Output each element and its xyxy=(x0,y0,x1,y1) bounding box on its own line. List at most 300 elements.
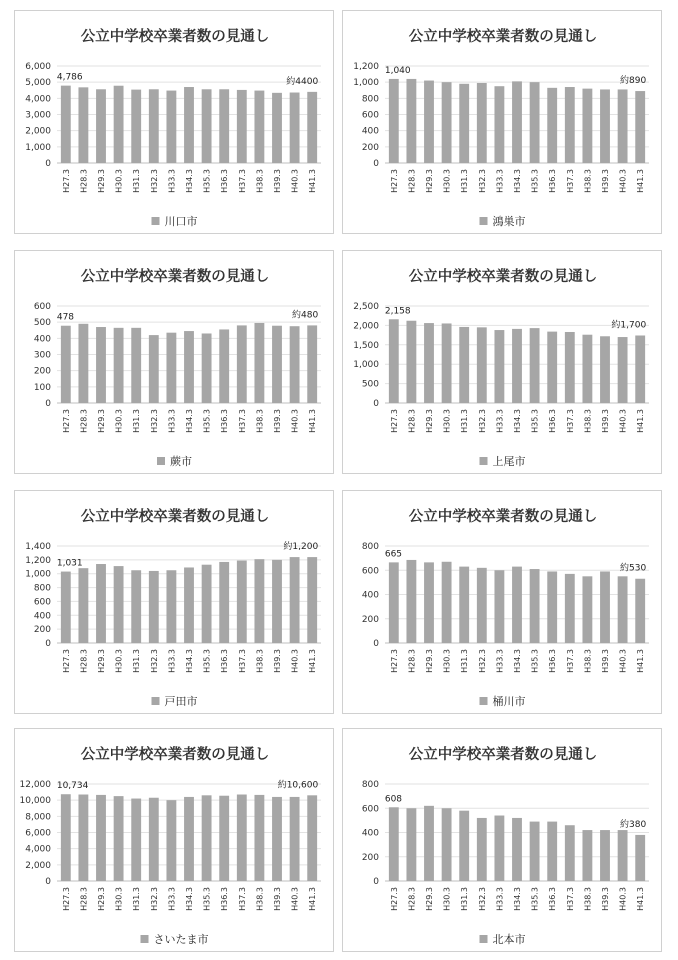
y-tick-label: 1,000 xyxy=(25,569,51,580)
chart-svg xyxy=(343,251,663,475)
bar xyxy=(131,328,141,403)
bar xyxy=(219,89,229,163)
bar xyxy=(78,87,88,163)
bar xyxy=(96,564,106,643)
bar xyxy=(96,795,106,881)
bar xyxy=(78,568,88,643)
chart-svg xyxy=(15,11,335,235)
y-tick-label: 500 xyxy=(33,318,51,329)
bar xyxy=(131,799,141,881)
y-tick-label: 0 xyxy=(45,639,51,649)
bar xyxy=(78,795,88,881)
bar xyxy=(618,576,628,643)
bar xyxy=(477,327,487,403)
data-label-first: 1,031 xyxy=(56,558,83,569)
y-tick-label: 2,000 xyxy=(25,860,51,871)
bar xyxy=(184,797,194,881)
bar xyxy=(459,327,469,403)
bar xyxy=(254,795,264,881)
bar xyxy=(290,326,300,403)
legend-label: 桶川市 xyxy=(492,695,526,708)
x-tick-label: H41.3 xyxy=(308,169,318,193)
x-tick-label: H34.3 xyxy=(185,649,194,673)
bar xyxy=(254,91,264,163)
x-tick-label: H31.3 xyxy=(132,409,142,433)
bar xyxy=(389,79,399,163)
bar xyxy=(459,811,469,881)
x-tick-label: H40.3 xyxy=(290,409,300,433)
x-tick-label: H32.3 xyxy=(477,887,487,911)
bar xyxy=(618,337,628,403)
y-tick-label: 400 xyxy=(361,590,379,601)
y-tick-label: 1,000 xyxy=(353,78,379,89)
bar xyxy=(389,807,399,881)
x-tick-label: H31.3 xyxy=(460,649,470,673)
data-label-first: 478 xyxy=(56,312,75,323)
bar xyxy=(406,808,416,881)
y-tick-label: 1,200 xyxy=(353,62,379,72)
chart-svg xyxy=(15,729,335,953)
bar xyxy=(166,800,176,881)
chart-svg xyxy=(343,11,663,235)
x-tick-label: H41.3 xyxy=(636,169,646,193)
bar xyxy=(202,795,212,881)
chart-title: 公立中学校卒業者数の見通し xyxy=(408,29,598,45)
bar xyxy=(600,571,610,643)
y-tick-label: 800 xyxy=(361,94,379,105)
bar xyxy=(442,323,452,403)
bar xyxy=(184,567,194,643)
bar xyxy=(272,560,282,643)
x-tick-label: H32.3 xyxy=(149,649,159,673)
x-tick-label: H29.3 xyxy=(97,409,106,433)
bar xyxy=(424,323,434,403)
y-tick-label: 0 xyxy=(373,877,379,887)
bar xyxy=(237,561,247,643)
x-tick-label: H31.3 xyxy=(132,169,142,193)
bar xyxy=(61,326,71,403)
bar xyxy=(565,87,575,163)
bar xyxy=(184,87,194,163)
chart-title: 公立中学校卒業者数の見通し xyxy=(80,29,270,45)
x-tick-label: H35.3 xyxy=(202,649,212,673)
bar xyxy=(459,84,469,163)
y-tick-label: 3,000 xyxy=(25,110,51,121)
bar xyxy=(290,557,300,643)
data-label-last: 約480 xyxy=(292,310,319,321)
x-tick-label: H39.3 xyxy=(273,169,282,193)
chart-title: 公立中学校卒業者数の見通し xyxy=(80,509,270,525)
bar xyxy=(131,90,141,163)
x-tick-label: H29.3 xyxy=(97,649,106,673)
x-tick-label: H38.3 xyxy=(255,169,265,193)
x-tick-label: H33.3 xyxy=(167,409,177,433)
bar xyxy=(530,822,540,881)
x-tick-label: H37.3 xyxy=(237,169,247,193)
y-tick-label: 8,000 xyxy=(25,812,51,823)
y-tick-label: 4,000 xyxy=(25,94,51,105)
legend-swatch xyxy=(157,457,165,465)
y-tick-label: 600 xyxy=(361,804,379,815)
bar xyxy=(219,796,229,881)
bar xyxy=(61,794,71,881)
y-tick-label: 0 xyxy=(373,399,379,409)
y-tick-label: 2,500 xyxy=(353,302,379,312)
bar xyxy=(530,82,540,163)
x-tick-label: H29.3 xyxy=(425,169,434,193)
x-tick-label: H30.3 xyxy=(442,169,452,193)
x-tick-label: H27.3 xyxy=(61,409,71,433)
x-tick-label: H31.3 xyxy=(460,887,470,911)
x-tick-label: H36.3 xyxy=(220,649,230,673)
chart-title: 公立中学校卒業者数の見通し xyxy=(408,269,598,285)
bar xyxy=(442,808,452,881)
legend-swatch xyxy=(152,697,160,705)
x-tick-label: H34.3 xyxy=(185,887,194,911)
x-tick-label: H32.3 xyxy=(149,409,159,433)
y-tick-label: 6,000 xyxy=(25,828,51,839)
y-tick-label: 12,000 xyxy=(19,780,51,790)
bar xyxy=(494,330,504,403)
bar xyxy=(512,81,522,163)
bar xyxy=(149,571,159,643)
bar xyxy=(477,83,487,163)
chart-title: 公立中学校卒業者数の見通し xyxy=(80,747,270,763)
bar xyxy=(494,570,504,643)
y-tick-label: 2,000 xyxy=(25,126,51,137)
bar xyxy=(149,89,159,163)
y-tick-label: 1,000 xyxy=(25,142,51,153)
x-tick-label: H30.3 xyxy=(442,409,452,433)
x-tick-label: H41.3 xyxy=(636,887,646,911)
x-tick-label: H29.3 xyxy=(97,169,106,193)
x-tick-label: H41.3 xyxy=(636,409,646,433)
x-tick-label: H27.3 xyxy=(61,887,71,911)
data-label-last: 約530 xyxy=(620,563,647,574)
bar xyxy=(202,565,212,643)
data-label-first: 608 xyxy=(384,794,403,805)
x-tick-label: H28.3 xyxy=(79,409,89,433)
x-tick-label: H27.3 xyxy=(389,409,399,433)
data-label-first: 665 xyxy=(384,549,403,560)
bar xyxy=(442,562,452,643)
bar xyxy=(237,795,247,881)
x-tick-label: H37.3 xyxy=(565,887,575,911)
bar xyxy=(114,86,124,163)
x-tick-label: H28.3 xyxy=(79,887,89,911)
bar xyxy=(166,570,176,643)
bar xyxy=(582,335,592,403)
bar xyxy=(582,576,592,643)
x-tick-label: H31.3 xyxy=(460,409,470,433)
x-tick-label: H39.3 xyxy=(273,887,282,911)
chart-panel xyxy=(14,10,334,234)
data-label-first: 1,040 xyxy=(384,65,411,76)
bar xyxy=(494,86,504,163)
bar xyxy=(61,86,71,163)
chart-title: 公立中学校卒業者数の見通し xyxy=(80,269,270,285)
bar xyxy=(600,89,610,163)
x-tick-label: H37.3 xyxy=(237,887,247,911)
x-tick-label: H28.3 xyxy=(407,887,417,911)
x-tick-label: H30.3 xyxy=(114,409,124,433)
x-tick-label: H39.3 xyxy=(273,649,282,673)
bar xyxy=(424,806,434,881)
x-tick-label: H37.3 xyxy=(565,409,575,433)
y-tick-label: 300 xyxy=(33,350,51,361)
x-tick-label: H28.3 xyxy=(79,169,89,193)
x-tick-label: H32.3 xyxy=(477,169,487,193)
x-tick-label: H27.3 xyxy=(389,649,399,673)
bar xyxy=(565,574,575,643)
y-tick-label: 1,200 xyxy=(25,555,51,566)
x-tick-label: H36.3 xyxy=(548,409,558,433)
bar xyxy=(78,324,88,403)
bar xyxy=(219,329,229,403)
bar xyxy=(96,327,106,403)
x-tick-label: H39.3 xyxy=(601,649,610,673)
x-tick-label: H33.3 xyxy=(495,649,505,673)
x-tick-label: H29.3 xyxy=(425,409,434,433)
bar xyxy=(635,579,645,643)
legend-swatch xyxy=(141,935,149,943)
chart-svg xyxy=(343,491,663,715)
y-tick-label: 0 xyxy=(45,159,51,169)
bar xyxy=(254,559,264,643)
bar xyxy=(307,557,317,643)
y-tick-label: 200 xyxy=(361,852,379,863)
y-tick-label: 400 xyxy=(33,334,51,345)
x-tick-label: H27.3 xyxy=(389,887,399,911)
x-tick-label: H40.3 xyxy=(618,169,628,193)
bar xyxy=(202,89,212,163)
chart-panel xyxy=(342,250,662,474)
x-tick-label: H40.3 xyxy=(290,887,300,911)
bar xyxy=(272,93,282,163)
x-tick-label: H28.3 xyxy=(407,649,417,673)
data-label-last: 約1,700 xyxy=(611,320,647,331)
x-tick-label: H38.3 xyxy=(583,649,593,673)
x-tick-label: H37.3 xyxy=(237,409,247,433)
bar xyxy=(442,82,452,163)
y-tick-label: 200 xyxy=(361,614,379,625)
x-tick-label: H28.3 xyxy=(407,169,417,193)
x-tick-label: H40.3 xyxy=(290,169,300,193)
y-tick-label: 2,000 xyxy=(353,321,379,332)
x-tick-label: H39.3 xyxy=(601,887,610,911)
chart-svg xyxy=(343,729,663,953)
bar xyxy=(166,333,176,403)
x-tick-label: H38.3 xyxy=(583,887,593,911)
bar xyxy=(635,91,645,163)
legend-label: 上尾市 xyxy=(492,455,526,468)
bar xyxy=(202,333,212,403)
y-tick-label: 500 xyxy=(361,379,379,390)
y-tick-label: 600 xyxy=(361,110,379,121)
x-tick-label: H41.3 xyxy=(308,887,318,911)
bar xyxy=(600,336,610,403)
x-tick-label: H29.3 xyxy=(425,649,434,673)
data-label-first: 2,158 xyxy=(384,306,411,317)
chart-panel xyxy=(14,490,334,714)
x-tick-label: H38.3 xyxy=(255,409,265,433)
bar xyxy=(389,562,399,643)
x-tick-label: H37.3 xyxy=(565,169,575,193)
x-tick-label: H30.3 xyxy=(442,887,452,911)
bar xyxy=(149,335,159,403)
x-tick-label: H41.3 xyxy=(636,649,646,673)
x-tick-label: H40.3 xyxy=(290,649,300,673)
chart-panel xyxy=(342,728,662,952)
bar xyxy=(459,567,469,643)
legend-swatch xyxy=(480,217,488,225)
x-tick-label: H37.3 xyxy=(237,649,247,673)
y-tick-label: 600 xyxy=(361,566,379,577)
y-tick-label: 400 xyxy=(33,611,51,622)
x-tick-label: H35.3 xyxy=(530,887,540,911)
x-tick-label: H38.3 xyxy=(583,169,593,193)
bar xyxy=(530,328,540,403)
bar xyxy=(424,562,434,643)
legend-swatch xyxy=(152,217,160,225)
chart-svg xyxy=(15,491,335,715)
y-tick-label: 1,400 xyxy=(25,542,51,552)
bar xyxy=(635,835,645,881)
bar xyxy=(307,795,317,881)
x-tick-label: H36.3 xyxy=(220,409,230,433)
bar xyxy=(114,566,124,643)
bar xyxy=(290,93,300,163)
x-tick-label: H32.3 xyxy=(149,169,159,193)
x-tick-label: H36.3 xyxy=(548,169,558,193)
x-tick-label: H39.3 xyxy=(601,409,610,433)
y-tick-label: 800 xyxy=(33,583,51,594)
x-tick-label: H37.3 xyxy=(565,649,575,673)
x-tick-label: H39.3 xyxy=(601,169,610,193)
y-tick-label: 400 xyxy=(361,126,379,137)
legend-label: 鴻巣市 xyxy=(492,215,526,228)
x-tick-label: H33.3 xyxy=(167,649,177,673)
data-label-last: 約380 xyxy=(620,819,647,830)
x-tick-label: H30.3 xyxy=(114,169,124,193)
y-tick-label: 0 xyxy=(45,399,51,409)
legend-swatch xyxy=(480,935,488,943)
x-tick-label: H35.3 xyxy=(530,649,540,673)
legend-label: 川口市 xyxy=(164,215,198,228)
bar xyxy=(219,562,229,643)
x-tick-label: H34.3 xyxy=(513,887,522,911)
bar xyxy=(477,818,487,881)
bar xyxy=(272,797,282,881)
x-tick-label: H39.3 xyxy=(273,409,282,433)
legend-swatch xyxy=(480,457,488,465)
x-tick-label: H30.3 xyxy=(114,649,124,673)
x-tick-label: H33.3 xyxy=(495,169,505,193)
y-tick-label: 200 xyxy=(33,625,51,636)
y-tick-label: 400 xyxy=(361,828,379,839)
x-tick-label: H40.3 xyxy=(618,409,628,433)
bar xyxy=(149,798,159,881)
x-tick-label: H33.3 xyxy=(167,169,177,193)
data-label-first: 10,734 xyxy=(56,781,89,792)
x-tick-label: H27.3 xyxy=(61,649,71,673)
data-label-last: 約10,600 xyxy=(277,780,319,791)
x-tick-label: H31.3 xyxy=(460,169,470,193)
bar xyxy=(582,89,592,163)
legend-label: 蕨市 xyxy=(170,455,192,468)
x-tick-label: H30.3 xyxy=(114,887,124,911)
data-label-last: 約4400 xyxy=(286,76,319,87)
bar xyxy=(547,571,557,643)
legend-label: さいたま市 xyxy=(153,933,209,946)
bar xyxy=(307,92,317,163)
bar xyxy=(547,822,557,881)
bar xyxy=(406,560,416,643)
x-tick-label: H34.3 xyxy=(513,169,522,193)
x-tick-label: H28.3 xyxy=(407,409,417,433)
bar xyxy=(618,89,628,163)
x-tick-label: H32.3 xyxy=(477,409,487,433)
x-tick-label: H36.3 xyxy=(548,887,558,911)
bar xyxy=(237,325,247,403)
y-tick-label: 0 xyxy=(373,159,379,169)
bar xyxy=(272,326,282,403)
y-tick-label: 0 xyxy=(373,639,379,649)
bar xyxy=(565,332,575,403)
bar xyxy=(530,569,540,643)
y-tick-label: 0 xyxy=(45,877,51,887)
y-tick-label: 1,000 xyxy=(353,360,379,371)
chart-title: 公立中学校卒業者数の見通し xyxy=(408,509,598,525)
x-tick-label: H36.3 xyxy=(220,169,230,193)
x-tick-label: H36.3 xyxy=(548,649,558,673)
x-tick-label: H32.3 xyxy=(149,887,159,911)
x-tick-label: H33.3 xyxy=(495,409,505,433)
x-tick-label: H35.3 xyxy=(202,409,212,433)
x-tick-label: H33.3 xyxy=(495,887,505,911)
bar xyxy=(600,830,610,881)
x-tick-label: H31.3 xyxy=(132,649,142,673)
bar xyxy=(290,797,300,881)
x-tick-label: H38.3 xyxy=(583,409,593,433)
y-tick-label: 10,000 xyxy=(19,796,51,807)
x-tick-label: H28.3 xyxy=(79,649,89,673)
y-tick-label: 6,000 xyxy=(25,62,51,72)
bar xyxy=(166,91,176,163)
y-tick-label: 1,500 xyxy=(353,340,379,351)
bar xyxy=(61,572,71,643)
x-tick-label: H34.3 xyxy=(513,409,522,433)
y-tick-label: 4,000 xyxy=(25,844,51,855)
bar xyxy=(254,323,264,403)
y-tick-label: 5,000 xyxy=(25,78,51,89)
y-tick-label: 200 xyxy=(33,366,51,377)
bar xyxy=(96,89,106,163)
bar xyxy=(618,830,628,881)
data-label-last: 約1,200 xyxy=(283,542,319,553)
bar xyxy=(512,329,522,403)
y-tick-label: 600 xyxy=(33,597,51,608)
x-tick-label: H41.3 xyxy=(308,649,318,673)
bar xyxy=(494,816,504,881)
x-tick-label: H38.3 xyxy=(255,887,265,911)
bar xyxy=(389,319,399,403)
x-tick-label: H27.3 xyxy=(61,169,71,193)
bar xyxy=(237,90,247,163)
legend-label: 戸田市 xyxy=(164,695,198,708)
chart-svg xyxy=(15,251,335,475)
bar xyxy=(307,325,317,403)
